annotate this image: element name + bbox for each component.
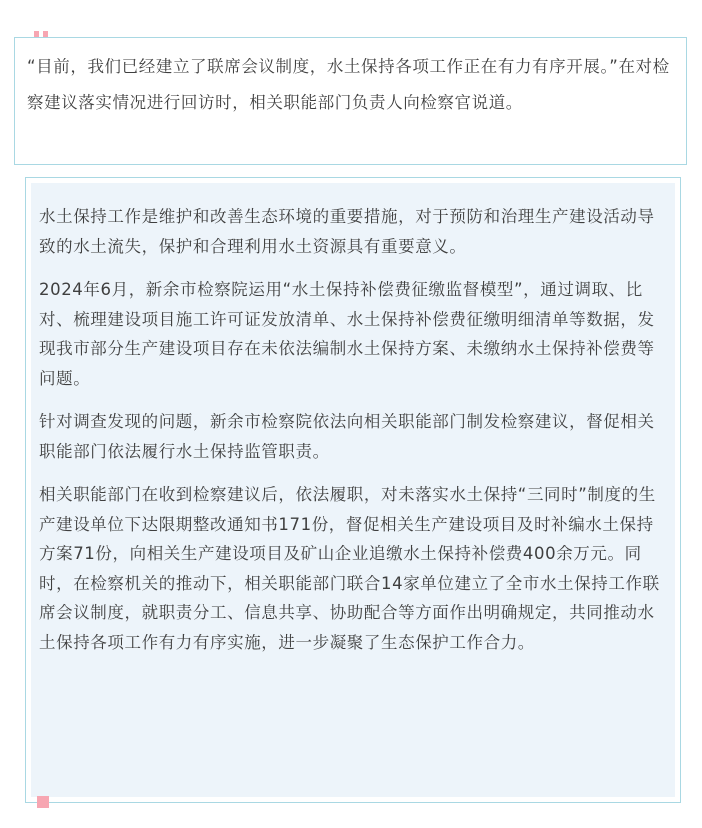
paragraph-1: 水土保持工作是维护和改善生态环境的重要措施，对于预防和治理生产建设活动导致的水土流失，保护和合理利用水土资源具有重要意义。 bbox=[39, 207, 655, 256]
paragraph-4: 相关职能部门在收到检察建议后，依法履职，对未落实水土保持“三同时”制度的生产建设单位下达限期整改通知书171份，督促相关生产建设项目及时补编水土保持方案71份，向相关生产建设项目及矿山企业追缴水土保持补偿费400余万元。同时，在检察机关的推动下，相关职能部门联合14家单位建立了全市水土保持工作联席会议制度，就职责分工、信息共享、协助配合等方面作出明确规定，共同推动水土保持各项工作有力有序实施，进一步凝聚了生态保护工作合力。 bbox=[39, 485, 660, 652]
corner-decoration bbox=[37, 796, 49, 808]
article-body-box bbox=[25, 177, 681, 803]
paragraph-2: 2024年6月，新余市检察院运用“水土保持补偿费征缴监督模型”，通过调取、比对、梳理建设项目施工许可证发放清单、水土保持补偿费征缴明细清单等数据，发现我市部分生产建设项目存在未依法编制水土保持方案、未缴纳水土保持补偿费等问题。 bbox=[39, 280, 655, 388]
quote-box bbox=[14, 37, 687, 165]
quote-text: “目前，我们已经建立了联席会议制度，水土保持各项工作正在有力有序开展。”在对检察建议落实情况进行回访时，相关职能部门负责人向检察官说道。 bbox=[27, 57, 670, 112]
paragraph-3: 针对调查发现的问题，新余市检察院依法向相关职能部门制发检察建议，督促相关职能部门依法履行水土保持监管职责。 bbox=[39, 412, 655, 461]
article-body-panel bbox=[31, 183, 675, 797]
